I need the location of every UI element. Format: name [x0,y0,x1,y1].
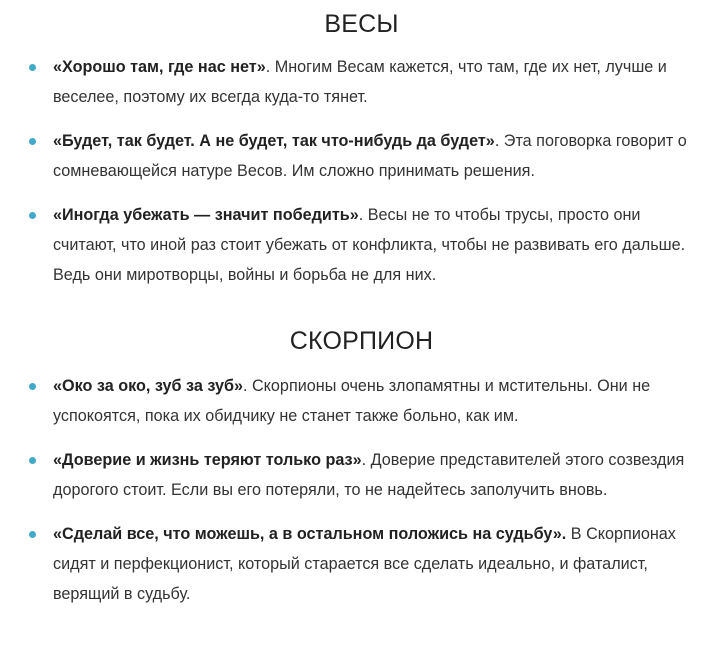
bullet-dot-icon [29,212,36,219]
list-item [0,445,723,505]
bullet-dot-icon [29,64,36,71]
list-item [0,371,723,431]
quote-text: «Доверие и жизнь теряют только раз» [53,451,362,469]
bullet-dot-icon [29,457,36,464]
bullet-dot-icon [29,383,36,390]
quote-list-libra [0,52,723,290]
bullet-dot-icon [29,531,36,538]
quote-explanation: . Весы не то чтобы трусы, просто они считают, что иной раз стоит убежать от конфликта, чтобы не развивать его дальше. Ведь они миротворцы, войны и борьба не для них. [53,206,686,284]
quote-explanation: . Эта поговорка говорит о сомневающейся натуре Весов. Им сложно принимать решения. [53,132,687,180]
section-title-scorpio: СКОРПИОН [289,327,434,355]
quote-text: «Будет, так будет. А не будет, так что-нибудь да будет» [53,132,495,150]
quote-text: «Сделай все, что можешь, а в остальном положись на судьбу». [53,525,567,543]
quote-explanation: . Многим Весам кажется, что там, где их нет, лучше и веселее, поэтому их всегда куда-то тянет. [53,58,667,106]
quote-list-scorpio [0,371,723,609]
list-item [0,519,723,609]
quote-text: «Хорошо там, где нас нет» [53,58,266,76]
list-item [0,126,723,186]
quote-explanation: . Доверие представителей этого созвездия дорогого стоит. Если вы его потеряли, то не надейтесь заполучить вновь. [53,451,685,499]
quote-explanation: . Скорпионы очень злопамятны и мстительны. Они не успокоятся, пока их обидчику не станет также больно, как им. [53,377,651,425]
section-title-libra: ВЕСЫ [324,10,399,38]
bullet-dot-icon [29,138,36,145]
quote-text: «Око за око, зуб за зуб» [53,377,243,395]
list-item [0,200,723,290]
list-item [0,52,723,112]
quote-explanation: В Скорпионах сидят и перфекционист, который старается все сделать идеально, и фаталист, верящий в судьбу. [53,525,676,603]
quote-text: «Иногда убежать — значит победить» [53,206,359,224]
